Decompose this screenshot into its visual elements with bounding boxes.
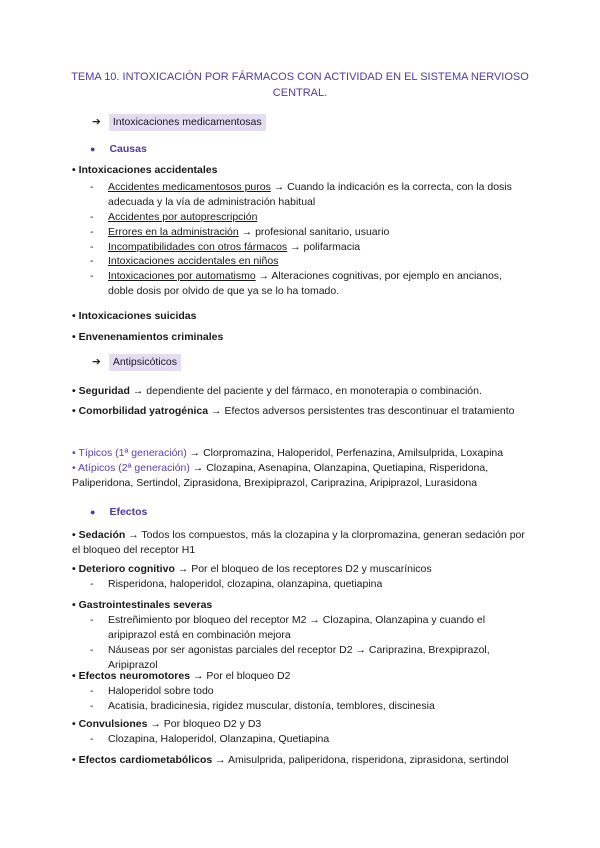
atipicos-text: → Clozapina, Asenapina, Olanzapina, Quetiapina, Risperidona, Paliperidona, Sertindol, Ziprasidona, Brexipiprazol, Cariprazina, Aripiprazol, Lurasidona [72, 462, 489, 489]
suicidas-heading: • Intoxicaciones suicidas [72, 310, 197, 322]
item-term: Accidentes medicamentosos puros [108, 180, 271, 193]
list-item: - Náuseas por ser agonistas parciales del receptor D2 → Cariprazina, Brexpiprazol, Aripiprazol [72, 643, 532, 673]
list-item: - Risperidona, haloperidol, clozapina, olanzapina, quetiapina [72, 577, 532, 592]
accidentales-list [72, 180, 528, 299]
comorbilidad-text: → Efectos adversos persistentes tras descontinuar el tratamiento [208, 405, 515, 417]
arrow-icon: ➔ [92, 116, 101, 128]
cardio-text: → Amisulprida, paliperidona, risperidona, ziprasidona, sertindol [212, 754, 509, 766]
neuro-list [72, 684, 532, 714]
sedacion-paragraph [72, 528, 532, 558]
list-item: - Clozapina, Haloperidol, Olanzapina, Quetiapina [72, 732, 532, 747]
list-item [72, 254, 528, 269]
neuro-text: → Por el bloqueo D2 [190, 670, 291, 682]
seguridad-term: • Seguridad [72, 385, 130, 397]
list-item [72, 180, 528, 210]
heading-causas [90, 142, 147, 157]
item-term: Incompatibilidades con otros fármacos [108, 240, 288, 253]
item-term: Intoxicaciones por automatismo [108, 270, 256, 283]
sedacion-text: → Todos los compuestos, más la clozapina y la clorpromazina, generan sedación por el bloqueo del receptor H1 [72, 529, 525, 556]
neuro-term: • Efectos neuromotores [72, 670, 191, 682]
deterioro-block [72, 562, 532, 592]
gastro-term: • Gastrointestinales severas [72, 599, 213, 611]
heading-text: Efectos [109, 506, 148, 518]
item-term: Accidentes por autoprescripción [108, 210, 258, 223]
arrow-icon: ➔ [92, 356, 101, 368]
deterioro-text: → Por el bloqueo de los receptores D2 y muscarínicos [174, 563, 432, 575]
heading-efectos [90, 505, 147, 520]
sedacion-term: • Sedación [72, 529, 126, 541]
seguridad-text: → dependiente del paciente y del fármaco, en monoterapia o combinación. [129, 385, 482, 397]
section-title: Antipsicóticos [109, 354, 181, 371]
section-header-antipsicoticos [92, 354, 181, 371]
convulsiones-block [72, 717, 532, 747]
convulsiones-term: • Convulsiones [72, 718, 148, 730]
bullet-dot-icon: ● [90, 144, 96, 154]
list-item [72, 210, 528, 225]
list-item: - Acatisia, bradicinesia, rigidez muscular, distonía, temblores, discinesia [72, 699, 532, 714]
item-text: → profesional sanitario, usuario [238, 225, 390, 238]
convulsiones-text: → Por bloqueo D2 y D3 [147, 718, 262, 730]
section-header-intoxicaciones [92, 114, 266, 131]
bullet-dot-icon: ● [90, 507, 96, 517]
list-item [72, 269, 528, 299]
cardio-paragraph [72, 753, 532, 768]
deterioro-list [72, 577, 532, 592]
tipicos-paragraph [72, 446, 532, 461]
tipicos-term: • Típicos (1ª generación) [72, 447, 187, 459]
gastro-list [72, 613, 532, 673]
neuro-block [72, 669, 532, 714]
heading-text: Causas [109, 143, 147, 155]
accidentales-block [72, 163, 528, 299]
list-item: - Estreñimiento por bloqueo del receptor M2 → Clozapina, Olanzapina y cuando el aripiprazol está en combinación mejora [72, 613, 532, 643]
accidentales-heading: • Intoxicaciones accidentales [72, 164, 218, 176]
deterioro-term: • Deterioro cognitivo [72, 563, 175, 575]
cardio-term: • Efectos cardiometabólicos [72, 754, 213, 766]
item-text: → Cuando la indicación es la correcta, con la dosis adecuada y la vía de administración habitual [108, 180, 512, 208]
section-title: Intoxicaciones medicamentosas [109, 114, 266, 131]
tipicos-text: → Clorpromazina, Haloperidol, Perfenazina, Amilsulprida, Loxapina [186, 447, 504, 459]
criminales-heading: • Envenenamientos criminales [72, 331, 224, 343]
list-item [72, 240, 528, 255]
convulsiones-list [72, 732, 532, 747]
item-term: Intoxicaciones accidentales en niños [108, 255, 279, 268]
list-item [72, 225, 528, 240]
seguridad-paragraph [72, 384, 532, 399]
gastro-block [72, 598, 532, 673]
atipicos-term: • Atípicos (2ª generación) [72, 462, 190, 474]
comorbilidad-term: • Comorbilidad yatrogénica [72, 405, 209, 417]
page-title: TEMA 10. INTOXICACIÓN POR FÁRMACOS CON ACTIVIDAD EN EL SISTEMA NERVIOSO CENTRAL. [71, 71, 529, 99]
item-text: → polifarmacia [287, 240, 361, 253]
atipicos-paragraph [72, 461, 532, 491]
comorbilidad-paragraph [72, 404, 532, 419]
item-text: → Alteraciones cognitivas, por ejemplo en ancianos, doble dosis por olvido de que ya se lo ha tomado. [108, 270, 502, 298]
list-item: - Haloperidol sobre todo [72, 684, 532, 699]
item-term: Errores en la administración [108, 225, 239, 238]
